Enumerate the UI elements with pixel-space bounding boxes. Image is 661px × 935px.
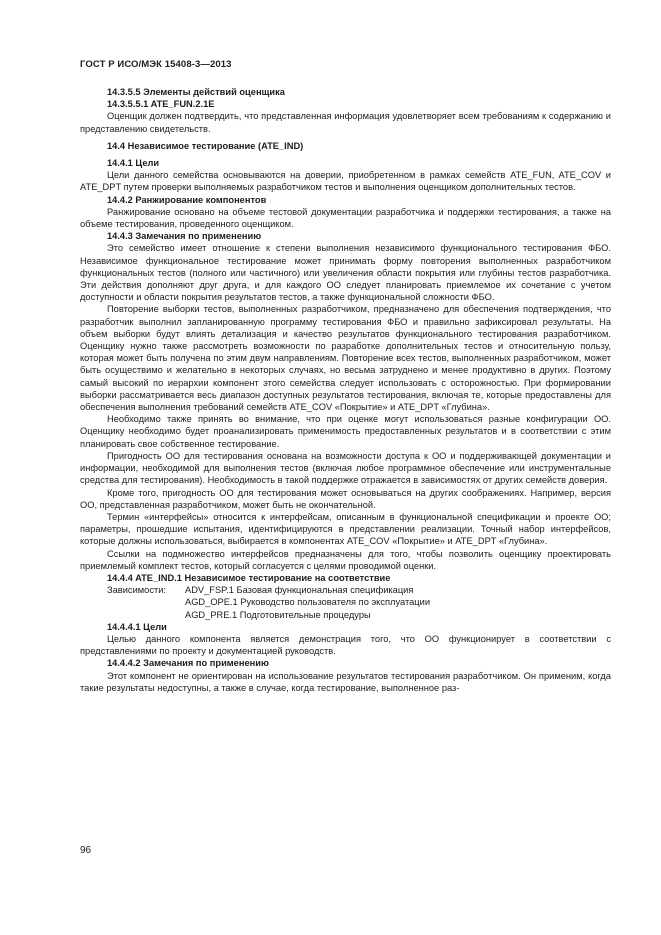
- section-heading: 14.4 Независимое тестирование (ATE_IND): [107, 140, 304, 151]
- body-paragraph: Ссылки на подмножество интерфейсов предназначены для того, чтобы позволить оценщику проектировать приемлемый комплект тестов, который согласуется с целями проводимой оценки.: [80, 548, 611, 571]
- section-heading: 14.4.2 Ранжирование компонентов: [107, 194, 267, 205]
- section-heading: 14.4.4.2 Замечания по применению: [107, 658, 269, 669]
- body-paragraph: Цели данного семейства основываются на доверии, приобретенном в рамках семейств ATE_FUN, ATE_COV и ATE_DPT путем проверки выполняемых разработчиком тестов и выполнения оценщиком дополнительных тестов.: [80, 170, 611, 193]
- section-heading: 14.4.1 Цели: [107, 158, 160, 169]
- dependencies-block: [80, 584, 611, 621]
- dependency-item: AGD_OPE.1 Руководство пользователя по эксплуатации: [185, 597, 431, 608]
- dependencies-label: Зависимости:: [107, 585, 167, 596]
- body-paragraph: Необходимо также принять во внимание, что при оценке могут использоваться разные конфигурации ОО. Оценщику необходимо будет проанализировать применимость предоставленных результатов и в соответствии с этим планировать свое собственное тестирование.: [80, 414, 611, 449]
- dependency-item: ADV_FSP.1 Базовая функциональная спецификация: [185, 585, 414, 596]
- section-heading: 14.3.5.5 Элементы действий оценщика: [107, 87, 285, 97]
- section-heading: 14.4.4.1 Цели: [107, 621, 167, 632]
- section-heading: 14.4.3 Замечания по применению: [107, 231, 262, 242]
- body-paragraph: Этот компонент не ориентирован на использование результатов тестирования разработчиком. Он применим, когда такие результаты недоступны, а также в случае, когда тестирование, выполненное раз-: [80, 670, 611, 693]
- section-heading: 14.4.4 ATE_IND.1 Независимое тестирование на соответствие: [107, 572, 391, 583]
- body-paragraph: Термин «интерфейсы» относится к интерфейсам, описанным в функциональной спецификации и проекте ОО; параметры, прошедшие испытания, идентифицируются в представлении реализации. Точный набор интерфейсов, которые должны использоваться, выбирается в компонентах ATE_COV «Покрытие» и ATE_DPT «Глубина».: [80, 511, 611, 547]
- document-header: ГОСТ Р ИСО/МЭК 15408-3—2013: [80, 59, 232, 70]
- page-number: 96: [80, 845, 92, 856]
- body-paragraph: Оценщик должен подтвердить, что представленная информация удовлетворяет всем требованиям к содержанию и представлению свидетельств.: [80, 111, 611, 134]
- body-paragraph: Целью данного компонента является демонстрация того, что ОО функционирует в соответствии с представлениями по проекту и документацией руководств.: [80, 633, 611, 657]
- body-paragraph: Ранжирование основано на объеме тестовой документации разработчика и поддержки тестирования, а также на объеме тестирования, проведенного оценщиком.: [80, 206, 611, 230]
- body-paragraph: Пригодность ОО для тестирования основана на возможности доступа к ОО и поддерживающей документации и информации, необходимой для выполнения тестов (включая любое программное обеспечение или инструментальные средства для тестирования). Необходимость в такой поддержке отражается в зависимостях от других семейств доверия.: [80, 450, 611, 486]
- body-paragraph: Это семейство имеет отношение к степени выполнения независимого функционального тестирования ФБО. Независимое функциональное тестирование может принимать форму повторения выполненных разработчиком функциональных тестов (полного или частичного) или увеличения области покрытия или глубины тестов разработчика. Эти действия дополняют друг друга, и для каждого ОО следует планировать приемлемое их сочетание с учетом доступности и области покрытия результатов тестов, а также функциональной сложности ФБО.: [80, 243, 611, 303]
- body-paragraph: Повторение выборки тестов, выполненных разработчиком, предназначено для обеспечения подтверждения, что разработчик выполнил запланированную программу тестирования ФБО и правильно зафиксировал результаты. На объем выборки будут влиять детализация и качество результатов функционального тестирования разработчиком. Оценщику нужно также рассмотреть возможности по разработке дополнительных тестов и относительную пользу, которая может быть получена по этим двум направлениям. Повторение всех тестов, выполненных разработчиком, может быть осуществимо и желательно в некоторых случаях, но весьма затруднено и менее продуктивно в других. Поэтому самый высокий по иерархии компонент этого семейства следует использовать с осторожностью. При формировании выборки рассматривается весь диапазон доступных результатов тестирования, включая те, которые предоставлены для обеспечения выполнения требований семейств ATE_COV «Покрытие» и ATE_DPT «Глубина».: [80, 304, 611, 413]
- body-paragraph: Кроме того, пригодность ОО для тестирования может основываться на других соображениях. Например, версия ОО, представленная разработчиком, может быть не окончательной.: [80, 487, 611, 510]
- document-body: [80, 86, 611, 694]
- section-heading: 14.3.5.5.1 ATE_FUN.2.1E: [107, 99, 215, 110]
- dependency-item: AGD_PRE.1 Подготовительные процедуры: [185, 609, 371, 620]
